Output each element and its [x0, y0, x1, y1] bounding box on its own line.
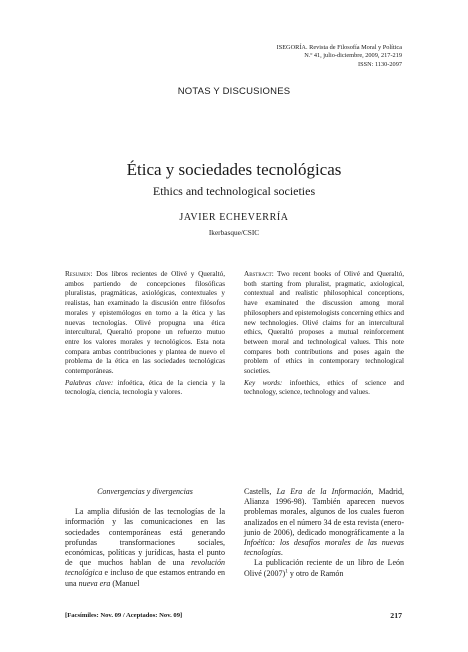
body-column-left: [65, 487, 225, 589]
footnote-marker[interactable]: 1: [285, 567, 288, 574]
abstract-spanish-text: [65, 270, 225, 377]
body-paragraph: [65, 507, 225, 589]
journal-title-line: ISEGORÍA. Revista de Filosofía Moral y Política: [276, 44, 402, 51]
keywords-english-body: infoethics, ethics of science and technology, science, technology and values.: [244, 378, 404, 397]
abstract-spanish-body: Dos libros recientes de Olivé y Queraltó, ambos partiendo de concepciones filosóficas pluralistas, pragmáticas, axiológicas, contextuales y realistas, han examinado la discusión entre filósofos morales y epistemólogos en torno a la ética y las nuevas tecnologías. Olivé propugna una ética intercultural, Queraltó propone un refuerzo mutuo entre los valores morales y tecnológicos. Esta nota compara ambas contribuciones y plantea de nuevo el problema de la ética en las sociedades tecnológicas contemporáneas.: [65, 270, 226, 376]
abstract-english: [244, 270, 404, 398]
submission-dates: [Facsímiles: Nov. 09 / Aceptados: Nov. 09]: [65, 612, 183, 619]
article-title-spanish: Ética y sociedades tecnológicas: [126, 160, 342, 179]
keywords-spanish: [65, 379, 225, 398]
body-italic-text: revolución tecnológica: [65, 558, 225, 578]
body-paragraph: [244, 558, 404, 578]
body-text: .: [280, 548, 283, 558]
body-italic-text: nueva era: [78, 578, 111, 588]
body-text: La amplia difusión de las tecnologías de la información y las comunicaciones en las sociedades contemporáneas está generando profundas transformaciones sociales, económicas, políticas y jurídicas, hasta el punto de que muchos hablan de una: [65, 507, 225, 568]
author-affiliation: Ikerbasque/CSIC: [208, 228, 260, 237]
page-number: 217: [390, 611, 402, 620]
abstract-spanish: [65, 270, 225, 398]
book-title-italic: La Era de la Información: [276, 487, 372, 496]
abstract-english-body: Two recent books of Olivé and Queraltó, both starting from pluralist, pragmatic, axiological, contextual and realistic philosophical conceptions, have examinated the discussion among moral philosophers and epistemologists concerning ethics and new technologies. Olivé claims for an intercultural ethics, Queraltó proposes a mutual reinforcement between moral and technological values. This note compares both contributions and poses again the problem of ethics in contemporary technological societies.: [244, 270, 404, 376]
journal-header: [277, 44, 402, 69]
body-text: y otro de Ramón: [287, 568, 344, 578]
body-paragraph: [244, 487, 404, 558]
body-text: (Manuel: [110, 578, 140, 588]
body-column-right: [244, 487, 404, 579]
journal-issn-line: ISSN: 1130-2097: [357, 60, 402, 68]
abstract-english-label: Abstract:: [244, 270, 274, 278]
abstract-english-text: [244, 270, 404, 377]
keywords-english: [244, 379, 404, 398]
issue-title-italic: Infoética: los desafíos morales de las nuevas tecnologías: [244, 538, 404, 558]
article-title-english: Ethics and technological societies: [152, 184, 316, 198]
abstract-spanish-label: Resumen:: [65, 270, 93, 278]
journal-issue-line: N.º 41, julio-diciembre, 2009, 217-219: [304, 52, 402, 60]
body-text: Castells,: [244, 487, 277, 496]
body-text: e incluso de que estamos entrando en una: [65, 568, 225, 588]
keywords-english-label: Key words:: [244, 378, 283, 387]
section-subheading: Convergencias y divergencias: [97, 487, 193, 496]
body-text: , Madrid, Alianza 1996-98). También aparecen nuevos problemas morales, algunos de los cuales fueron analizados en el número 34 de esta revista (enero-junio de 2006), dedicado monográficamente a la: [244, 487, 404, 537]
keywords-spanish-body: infoética, ética de la ciencia y la tecnología, ciencia, tecnología y valores.: [65, 378, 226, 397]
author-name: JAVIER ECHEVERRÍA: [179, 212, 289, 223]
keywords-spanish-label: Palabras clave:: [65, 378, 114, 387]
section-heading: NOTAS Y DISCUSIONES: [177, 86, 291, 97]
body-text: La publicación reciente de un libro de León Olivé (2007): [244, 558, 404, 578]
